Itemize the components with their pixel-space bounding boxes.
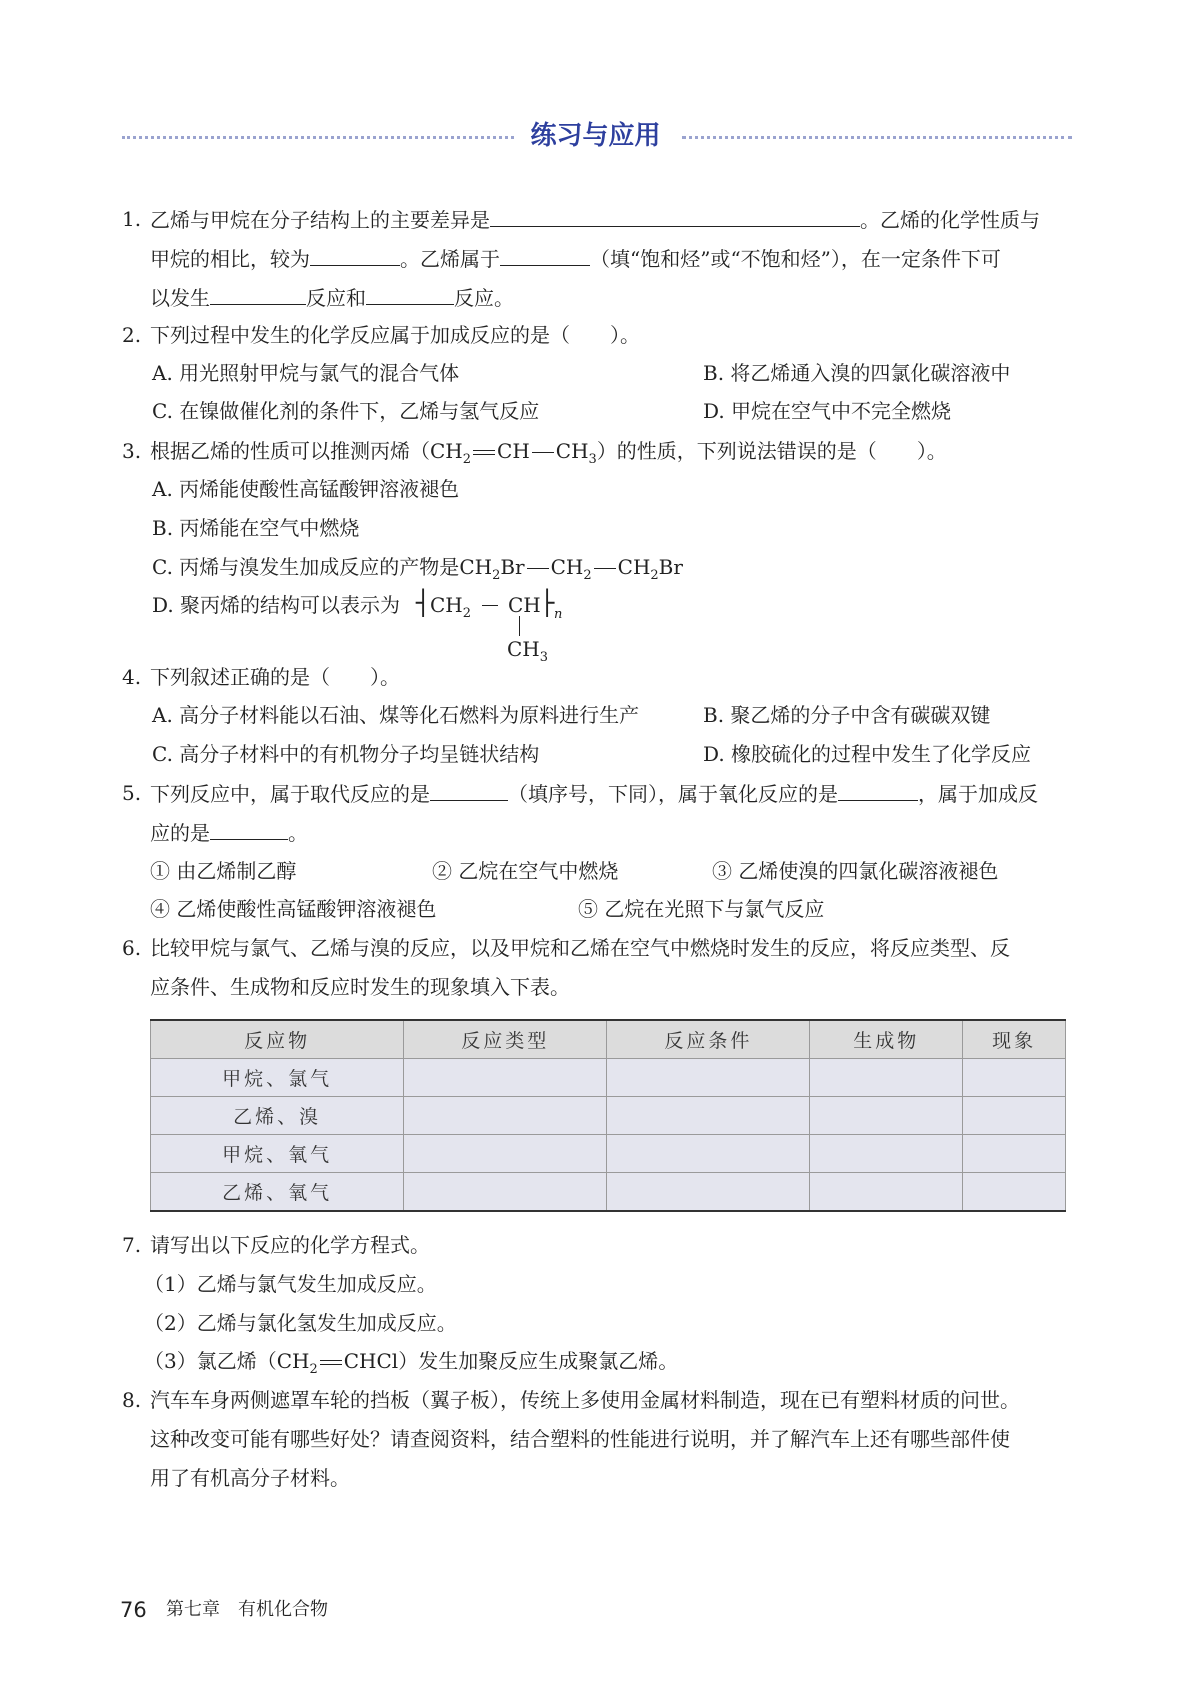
table-header: 反应类型: [404, 1020, 607, 1059]
double-bond: [320, 1360, 342, 1365]
q1-text: 反应。: [454, 286, 514, 310]
answer-cell[interactable]: [810, 1135, 963, 1173]
q3-stem: [150, 436, 947, 475]
answer-cell[interactable]: [810, 1059, 963, 1097]
q3-option-d-text: D. 聚丙烯的结构可以表示为: [152, 593, 401, 617]
q7-sub-3: （3）氯乙烯（$CH_2$ CHCl）发生加聚反应生成聚氯乙烯。: [144, 1349, 679, 1377]
q1-line-1: [150, 204, 1040, 235]
q5-blank-1[interactable]: [430, 778, 508, 801]
q5-blank-2[interactable]: [838, 778, 918, 801]
q3-number: 3.: [122, 439, 142, 463]
q1-text: 以发生: [150, 286, 210, 310]
q2-option-d: D. 甲烷在空气中不完全燃烧: [703, 399, 952, 423]
answer-cell[interactable]: [963, 1173, 1066, 1212]
q5-text: ，属于加成反: [918, 782, 1038, 806]
table-header: 现象: [963, 1020, 1066, 1059]
q2-stem-text: 下列过程中发生的化学反应属于加成反应的是（: [150, 323, 570, 347]
single-bond: [532, 452, 554, 453]
double-bond: [473, 450, 495, 455]
q1-blank-2[interactable]: [310, 243, 400, 266]
reactant-cell: 甲烷、氯气: [151, 1059, 404, 1097]
q5-line-1: [150, 778, 1038, 809]
q4-option-a: A. 高分子材料能以石油、煤等化石燃料为原料进行生产: [152, 703, 640, 727]
q1-line-3: [150, 282, 514, 313]
answer-cell[interactable]: [607, 1097, 810, 1135]
q1-blank-4[interactable]: [210, 282, 306, 305]
table-header: 反应物: [151, 1020, 404, 1059]
table-row: [151, 1097, 1066, 1135]
q4-stem-end: ）。: [370, 665, 400, 689]
q6-number: 6.: [122, 936, 142, 960]
q5-option-1: ① 由乙烯制乙醇: [150, 859, 297, 883]
q8-line-1: 汽车车身两侧遮罩车轮的挡板（翼子板），传统上多使用金属材料制造，现在已有塑料材质的问世。: [150, 1388, 1020, 1412]
answer-cell[interactable]: [404, 1135, 607, 1173]
q7-sub-3-text: CHCl）发生加聚反应生成聚氯乙烯。: [343, 1349, 679, 1373]
q3-option-b: B. 丙烯能在空气中燃烧: [152, 516, 360, 540]
q4-stem-text: 下列叙述正确的是（: [150, 665, 330, 689]
q3-option-a: A. 丙烯能使酸性高锰酸钾溶液褪色: [152, 477, 460, 501]
q5-option-3: ③ 乙烯使溴的四氯化碳溶液褪色: [712, 859, 999, 883]
q5-text: 应的是: [150, 821, 210, 845]
table-row: [151, 1173, 1066, 1212]
table-row: [151, 1135, 1066, 1173]
answer-cell[interactable]: [404, 1097, 607, 1135]
reaction-table: [150, 1019, 1066, 1212]
q1-text: 。乙烯的化学性质与: [860, 208, 1040, 232]
q1-number: 1.: [122, 207, 142, 231]
q4-stem: [150, 662, 400, 692]
table-header: 反应条件: [607, 1020, 810, 1059]
q8-line-3: 用了有机高分子材料。: [150, 1466, 350, 1490]
q7-sub-1: （1）乙烯与氯气发生加成反应。: [144, 1272, 437, 1296]
answer-cell[interactable]: [607, 1173, 810, 1212]
q2-option-a: A. 用光照射甲烷与氯气的混合气体: [152, 361, 460, 385]
q4-option-b: B. 聚乙烯的分子中含有碳碳双键: [703, 703, 991, 727]
q3-option-c-text: C. 丙烯与溴发生加成反应的产物是: [152, 555, 460, 579]
q2-option-b: B. 将乙烯通入溴的四氯化碳溶液中: [703, 361, 1011, 385]
answer-cell[interactable]: [963, 1135, 1066, 1173]
dibromopropane-formula: $CH_2Br$ $CH_2$ $CH_2Br$: [459, 555, 683, 583]
propene-formula: $CH_2$ CH $CH_3$: [430, 439, 597, 467]
table-row: [151, 1059, 1066, 1097]
q1-blank-3[interactable]: [500, 243, 590, 266]
q8-line-2: 这种改变可能有哪些好处？请查阅资料，结合塑料的性能进行说明，并了解汽车上还有哪些部件使: [150, 1427, 1010, 1451]
table-header-row: [151, 1020, 1066, 1059]
answer-cell[interactable]: [404, 1059, 607, 1097]
q3-option-d: [152, 590, 400, 620]
answer-cell[interactable]: [810, 1097, 963, 1135]
q2-stem-end: ）。: [610, 323, 640, 347]
reactant-cell: 乙烯、氧气: [151, 1173, 404, 1212]
q5-blank-3[interactable]: [210, 817, 288, 840]
answer-cell[interactable]: [607, 1059, 810, 1097]
q7-number: 7.: [122, 1233, 142, 1257]
answer-cell[interactable]: [810, 1173, 963, 1212]
q1-text: 甲烷的相比，较为: [150, 247, 310, 271]
answer-cell[interactable]: [963, 1059, 1066, 1097]
q4-option-d: D. 橡胶硫化的过程中发生了化学反应: [703, 742, 1032, 766]
q8-number: 8.: [122, 1388, 142, 1412]
q5-option-5: ⑤ 乙烷在光照下与氯气反应: [578, 897, 825, 921]
q5-text: （填序号，下同），属于氧化反应的是: [508, 782, 838, 806]
q3-stem-end: ）。: [916, 439, 947, 463]
chapter-title: 第七章 有机化合物: [166, 1599, 328, 1620]
q7-stem: 请写出以下反应的化学方程式。: [150, 1233, 430, 1257]
q1-text: 。乙烯属于: [400, 247, 500, 271]
q6-line-1: 比较甲烷与氯气、乙烯与溴的反应，以及甲烷和乙烯在空气中燃烧时发生的反应，将反应类型、反: [150, 936, 1010, 960]
q5-number: 5.: [122, 781, 142, 805]
q1-text: 反应和: [306, 286, 366, 310]
q2-stem: [150, 320, 640, 350]
table-header: 生成物: [810, 1020, 963, 1059]
q5-option-4: ④ 乙烯使酸性高锰酸钾溶液褪色: [150, 897, 437, 921]
q2-option-c: C. 在镍做催化剂的条件下，乙烯与氢气反应: [152, 399, 540, 423]
answer-cell[interactable]: [963, 1097, 1066, 1135]
reactant-cell: 乙烯、溴: [151, 1097, 404, 1135]
q5-text: 下列反应中，属于取代反应的是: [150, 782, 430, 806]
reactant-cell: 甲烷、氧气: [151, 1135, 404, 1173]
q7-sub-2: （2）乙烯与氯化氢发生加成反应。: [144, 1311, 457, 1335]
q1-blank-5[interactable]: [366, 282, 454, 305]
polypropylene-structure: ┤ $CH_2$ CH ├ n $CH_3$: [416, 589, 563, 665]
section-title: 练习与应用: [0, 118, 1191, 154]
q3-stem-text: ）的性质，下列说法错误的是（: [596, 439, 877, 463]
q6-line-2: 应条件、生成物和反应时发生的现象填入下表。: [150, 975, 570, 999]
page-number: 76: [120, 1598, 147, 1622]
q5-line-2: [150, 817, 308, 848]
q1-text: 乙烯与甲烷在分子结构上的主要差异是: [150, 208, 490, 232]
q5-text: 。: [288, 821, 308, 845]
q1-text: （填“饱和烃”或“不饱和烃”），在一定条件下可: [590, 247, 1001, 271]
q1-line-2: [150, 243, 1001, 274]
q1-blank-1[interactable]: [490, 204, 860, 227]
answer-cell[interactable]: [404, 1173, 607, 1212]
q2-number: 2.: [122, 323, 142, 347]
q7-sub-3-text: （3）氯乙烯（CH: [144, 1349, 310, 1373]
answer-cell[interactable]: [607, 1135, 810, 1173]
q3-stem-text: 根据乙烯的性质可以推测丙烯（: [150, 439, 430, 463]
q4-number: 4.: [122, 665, 142, 689]
q5-option-2: ② 乙烷在空气中燃烧: [432, 859, 619, 883]
q4-option-c: C. 高分子材料中的有机物分子均呈链状结构: [152, 742, 540, 766]
